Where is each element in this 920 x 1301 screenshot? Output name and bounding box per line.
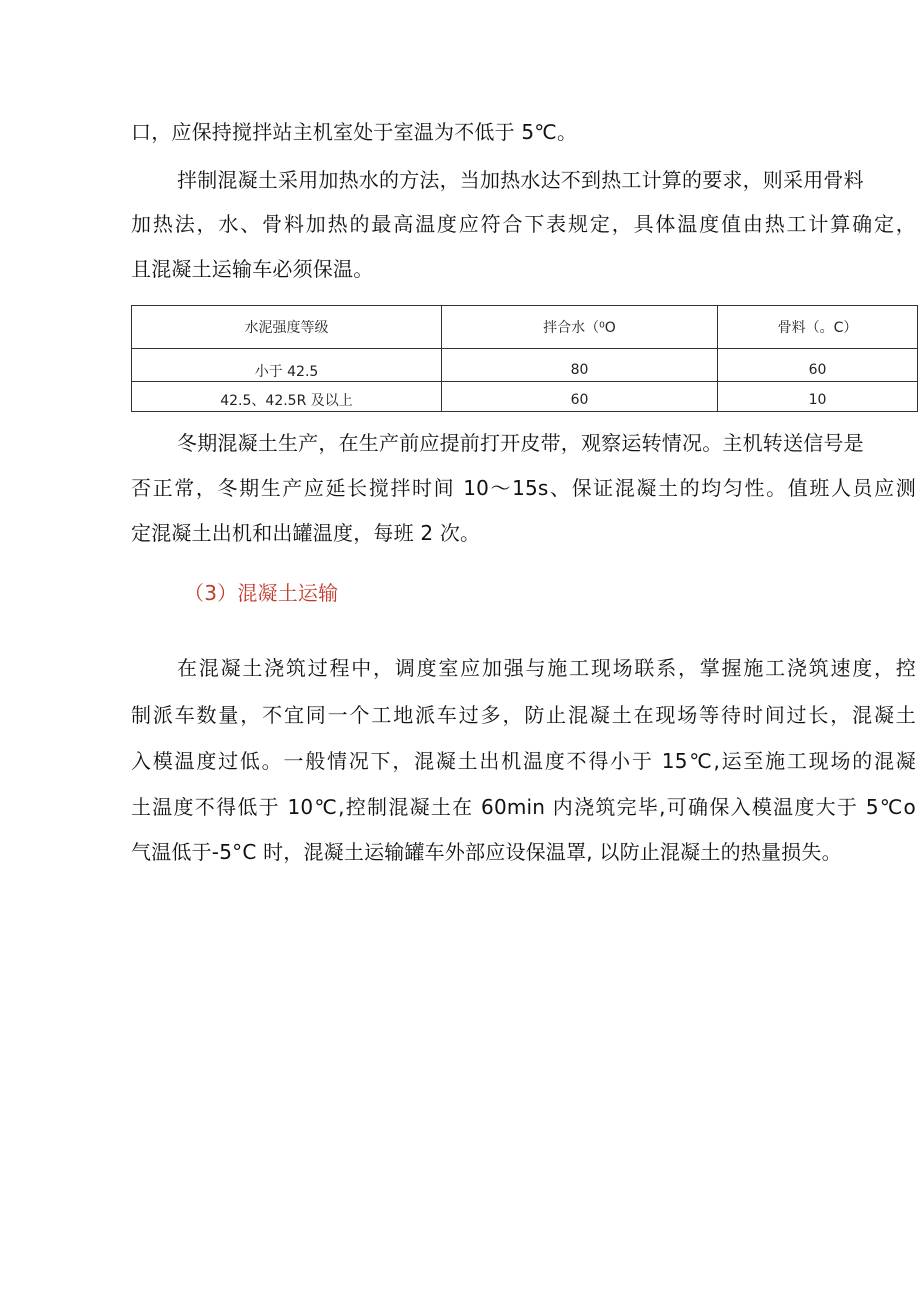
- table-row: [132, 382, 918, 412]
- temperature-table: [131, 305, 918, 412]
- paragraph-line: 且混凝土运输车必须保温。: [131, 257, 374, 281]
- table-cell-water: [442, 349, 718, 382]
- cell-value: 60: [570, 392, 589, 408]
- table-header-row: [132, 306, 918, 349]
- paragraph-line: 土温度不得低于 10℃,控制混凝土在 60min 内浇筑完毕,可确保入模温度大于 5℃o: [131, 795, 916, 819]
- header-cement-grade: 水泥强度等级: [132, 306, 442, 349]
- paragraph-line: 定混凝土出机和出罐温度，每班 2 次。: [131, 521, 481, 545]
- paragraph-line: 入模温度过低。一般情况下，混凝土出机温度不得小于 15℃,运至施工现场的混凝: [131, 749, 916, 773]
- paragraph-line: 冬期混凝土生产，在生产前应提前打开皮带，观察运转情况。主机转送信号是: [177, 431, 864, 455]
- table-cell-water: [442, 382, 718, 412]
- table-cell-grade: 42.5、42.5R 及以上: [132, 382, 442, 412]
- header-mixing-water: 拌合水（⁰O: [442, 306, 718, 349]
- paragraph-line: 口，应保持搅拌站主机室处于室温为不低于 5℃。: [131, 120, 578, 144]
- cell-value: 10: [808, 392, 827, 408]
- paragraph-line: 气温低于-5°C 时，混凝土运输罐车外部应设保温罩, 以防止混凝土的热量损失。: [131, 840, 842, 864]
- table-cell-grade: 小于 42.5: [132, 349, 442, 382]
- cell-value: 80: [570, 362, 589, 378]
- paragraph-line: 否正常，冬期生产应延长搅拌时间 10～15s、保证混凝土的均匀性。值班人员应测: [131, 476, 916, 500]
- section-heading: （3）混凝土运输: [184, 581, 339, 605]
- table-cell-aggregate: [718, 382, 918, 412]
- table-row: [132, 349, 918, 382]
- paragraph-line: 制派车数量，不宜同一个工地派车过多，防止混凝土在现场等待时间过长，混凝土: [131, 703, 916, 727]
- cell-value: 60: [808, 362, 827, 378]
- table-cell-aggregate: [718, 349, 918, 382]
- paragraph-line: 拌制混凝土采用加热水的方法，当加热水达不到热工计算的要求，则采用骨料: [177, 168, 864, 192]
- paragraph-line: 在混凝土浇筑过程中，调度室应加强与施工现场联系，掌握施工浇筑速度，控: [177, 656, 916, 680]
- header-aggregate: 骨料（。C）: [718, 306, 918, 349]
- paragraph-line: 加热法，水、骨料加热的最高温度应符合下表规定，具体温度值由热工计算确定，: [131, 212, 916, 236]
